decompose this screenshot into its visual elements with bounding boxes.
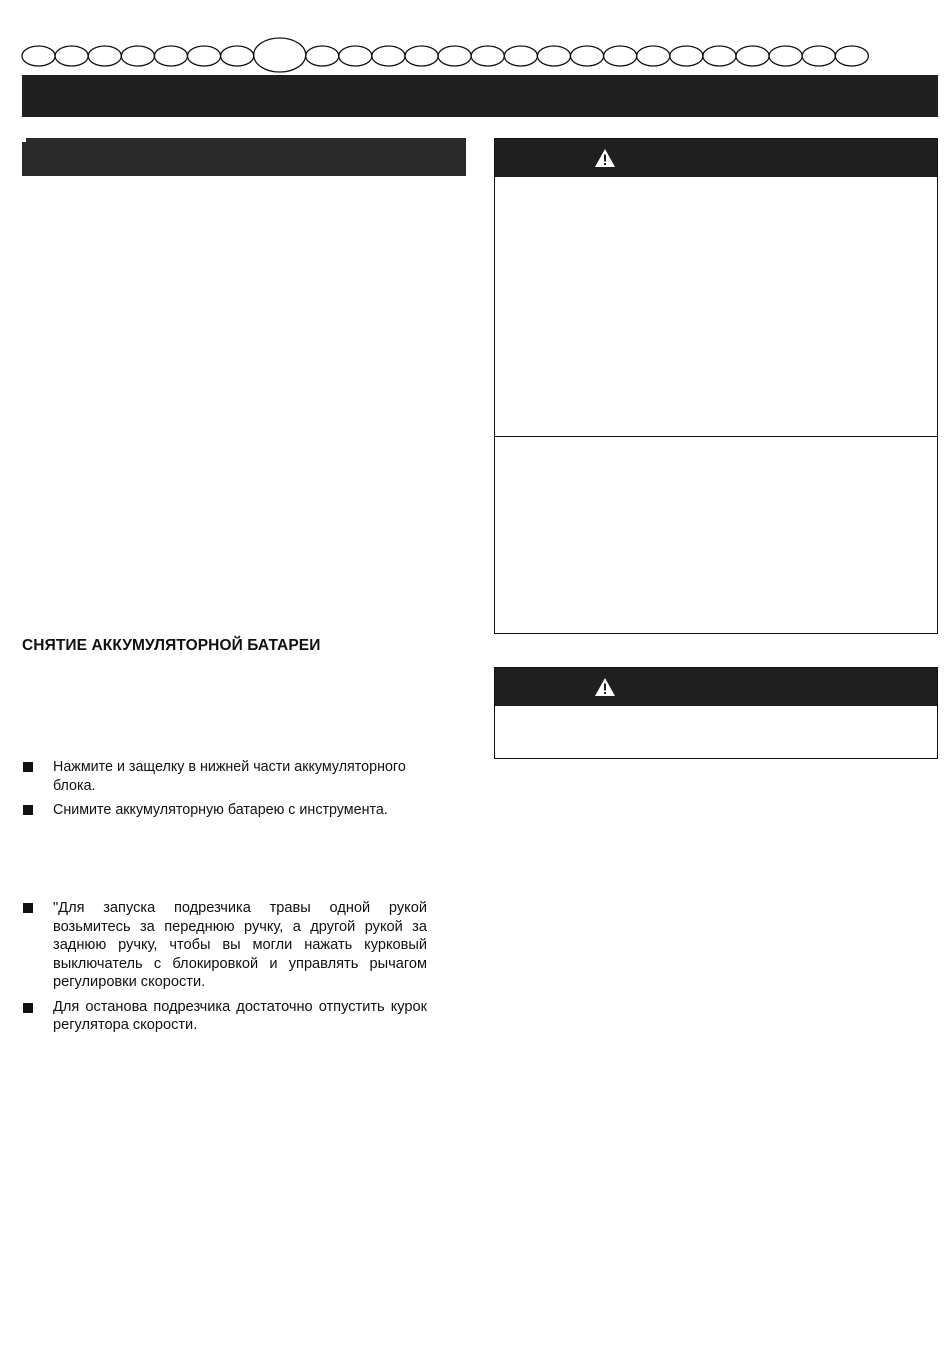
language-tab [221,46,254,66]
list-item-text: "Для запуска подрезчика травы одной рукой возьмитесь за переднюю ручку, а другой рукой за заднюю ручку, чтобы вы могли нажать курковый выключатель с блокировкой и управлять рычагом регулировки скорости. [53,900,427,990]
chapter-title-bar [22,75,938,117]
section-title: СНЯТИЕ АККУМУЛЯТОРНОЙ БАТАРЕИ [22,637,321,654]
language-tab [802,46,835,66]
language-tab [339,46,372,66]
language-tab [769,46,802,66]
language-tab [604,46,637,66]
language-tab [154,46,187,66]
bullet-square-icon [23,903,33,913]
bullet-square-icon [23,1003,33,1013]
list-item [22,998,427,1035]
language-tab [306,46,339,66]
language-tab [438,46,471,66]
language-tab [471,46,504,66]
removal-steps-list [22,758,427,826]
operation-steps-list [22,899,427,1041]
language-tab [504,46,537,66]
list-item-text: Нажмите и защелку в нижней части аккумуляторного блока. [53,759,406,794]
warning-box-divider [495,436,937,437]
warning-header-1 [495,139,937,177]
language-tab-active [254,38,306,72]
bullet-square-icon [23,805,33,815]
warning-triangle-icon [594,148,616,168]
language-tab [405,46,438,66]
list-item [22,899,427,992]
language-tab [372,46,405,66]
language-tab [22,46,55,66]
bullet-square-icon [23,762,33,772]
warning-header-2 [495,668,937,706]
language-tab [55,46,88,66]
list-item [22,801,427,820]
header-tick-mark [22,138,26,142]
warning-box-1 [494,138,938,634]
left-section-header [22,138,466,176]
warning-box-2 [494,667,938,759]
language-tab [670,46,703,66]
language-tab [121,46,154,66]
language-tab [537,46,570,66]
list-item [22,758,427,795]
language-tab [736,46,769,66]
language-tabs [0,0,950,80]
language-tab [703,46,736,66]
warning-triangle-icon [594,677,616,697]
language-tab [637,46,670,66]
language-tab [835,46,868,66]
list-item-text: Снимите аккумуляторную батарею с инструмента. [53,802,388,818]
language-tab [88,46,121,66]
language-tab [188,46,221,66]
list-item-text: Для останова подрезчика достаточно отпустить курок регулятора скорости. [53,998,427,1033]
language-tab [571,46,604,66]
